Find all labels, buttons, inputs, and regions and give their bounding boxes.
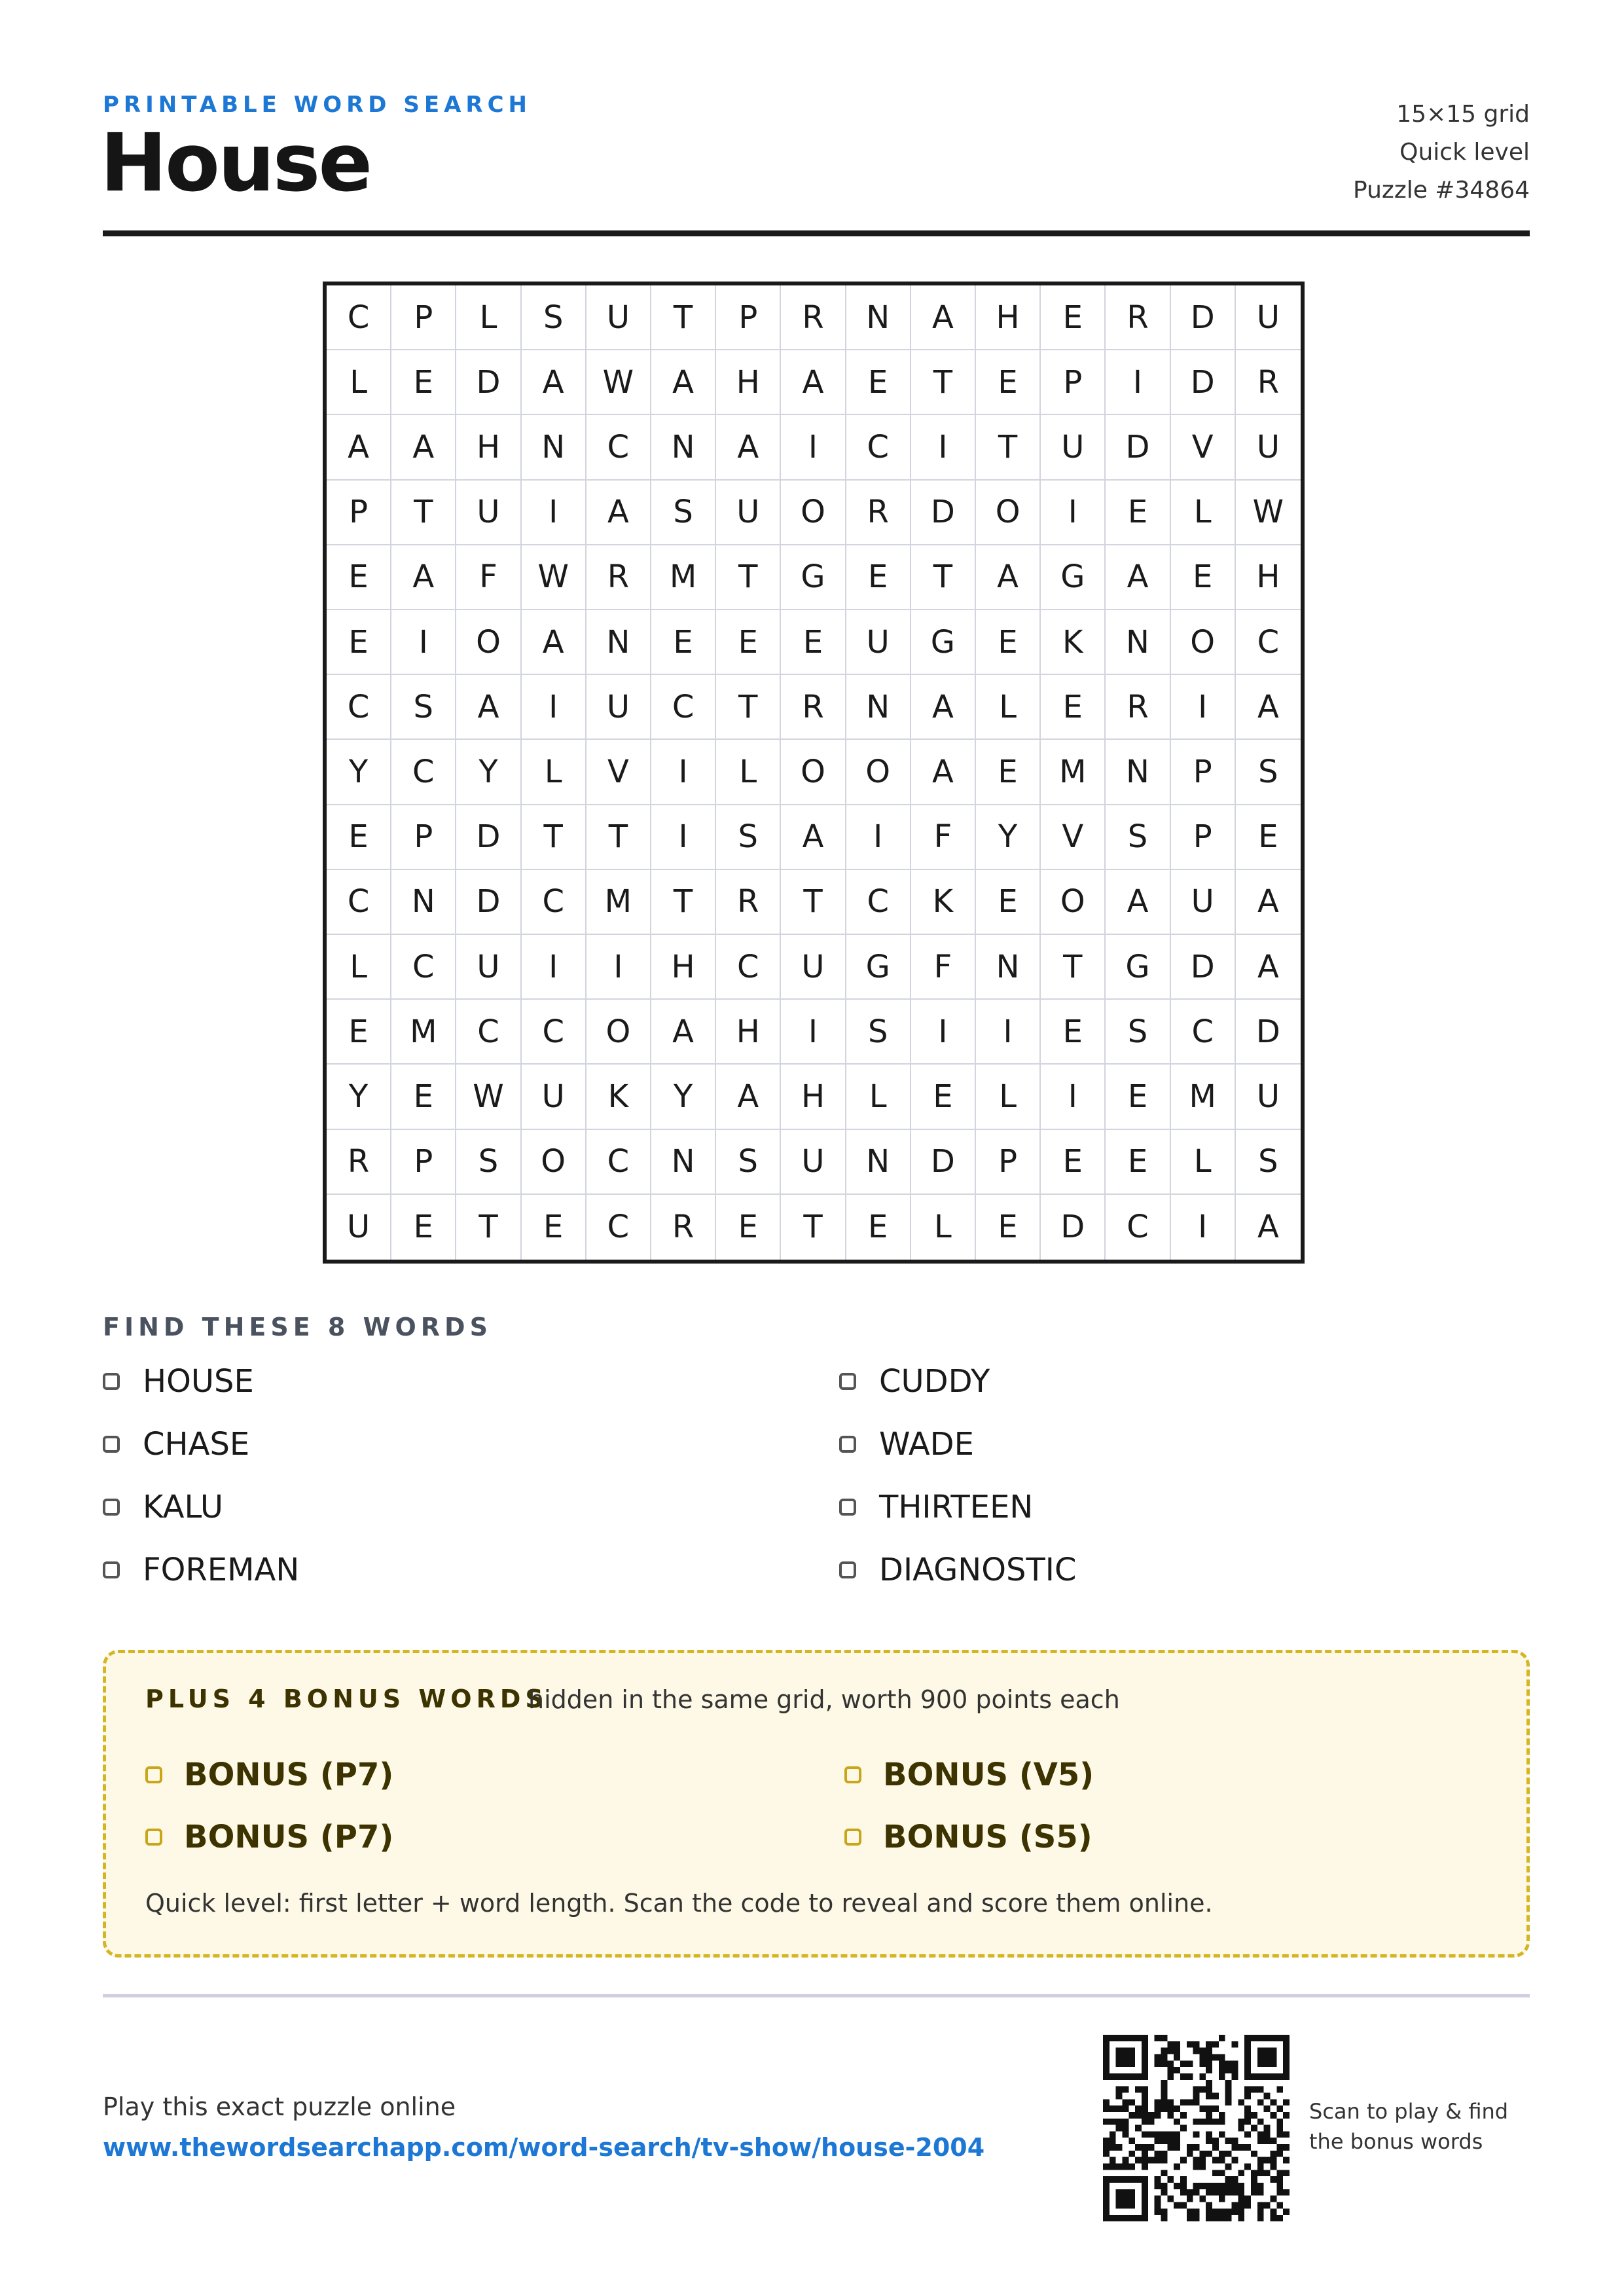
grid-cell[interactable]: A — [911, 675, 976, 740]
word-label: FOREMAN — [143, 1552, 300, 1588]
checkbox-icon[interactable] — [145, 1766, 162, 1783]
grid-cell[interactable]: F — [911, 805, 976, 870]
qr-caption-line-1: Scan to play & find — [1309, 2099, 1509, 2124]
grid-cell[interactable]: C — [456, 1000, 521, 1065]
grid-cell[interactable]: U — [522, 1065, 586, 1129]
difficulty-level: Quick level — [1399, 139, 1530, 166]
word-list-item[interactable] — [103, 1552, 299, 1588]
grid-cell[interactable]: R — [1236, 350, 1301, 415]
grid-cell[interactable]: P — [391, 285, 456, 350]
qr-caption — [1309, 2096, 1508, 2157]
grid-cell[interactable]: N — [1106, 610, 1170, 675]
grid-cell[interactable]: L — [976, 675, 1041, 740]
grid-cell[interactable]: I — [586, 935, 651, 1000]
grid-cell[interactable]: S — [716, 1130, 781, 1195]
puzzle-meta — [1353, 96, 1530, 210]
grid-cell[interactable]: E — [716, 1195, 781, 1260]
grid-cell[interactable]: S — [1236, 740, 1301, 805]
grid-cell[interactable]: A — [1106, 870, 1170, 935]
grid-cell[interactable]: A — [716, 1065, 781, 1129]
grid-cell[interactable]: D — [1171, 350, 1236, 415]
grid-cell[interactable]: M — [391, 1000, 456, 1065]
grid-cell[interactable]: H — [976, 285, 1041, 350]
grid-cell[interactable]: Y — [327, 1065, 391, 1129]
grid-cell[interactable]: D — [456, 805, 521, 870]
bonus-word-item[interactable] — [145, 1757, 393, 1793]
grid-cell[interactable]: U — [456, 481, 521, 545]
grid-cell[interactable]: P — [391, 1130, 456, 1195]
bonus-subheading: hidden in the same grid, worth 900 points each — [528, 1685, 1120, 1714]
grid-cell[interactable]: E — [976, 610, 1041, 675]
bonus-heading: PLUS 4 BONUS WORDS — [145, 1685, 548, 1713]
grid-cell[interactable]: T — [781, 870, 846, 935]
word-list-item[interactable] — [103, 1489, 223, 1525]
bonus-word-item[interactable] — [844, 1819, 1092, 1855]
word-label: KALU — [143, 1489, 223, 1525]
grid-cell[interactable]: L — [1171, 1130, 1236, 1195]
grid-cell[interactable]: D — [911, 1130, 976, 1195]
puzzle-url-link[interactable]: www.thewordsearchapp.com/word-search/tv-show/house-2004 — [103, 2133, 985, 2162]
grid-cell[interactable]: T — [911, 545, 976, 610]
grid-cell[interactable]: R — [716, 870, 781, 935]
grid-cell[interactable]: L — [716, 740, 781, 805]
puzzle-number: Puzzle #34864 — [1353, 177, 1530, 204]
grid-cell[interactable]: O — [1171, 610, 1236, 675]
grid-cell[interactable]: N — [1106, 740, 1170, 805]
grid-cell[interactable]: E — [327, 545, 391, 610]
grid-cell[interactable]: O — [1041, 870, 1106, 935]
grid-cell[interactable]: O — [781, 740, 846, 805]
grid-cell[interactable]: I — [1041, 481, 1106, 545]
grid-cell[interactable]: H — [716, 1000, 781, 1065]
grid-cell[interactable]: I — [651, 740, 716, 805]
grid-cell[interactable]: E — [1106, 481, 1170, 545]
grid-cell[interactable]: E — [846, 1195, 911, 1260]
grid-cell[interactable]: D — [1236, 1000, 1301, 1065]
grid-cell[interactable]: F — [456, 545, 521, 610]
grid-cell[interactable]: P — [1171, 740, 1236, 805]
grid-cell[interactable]: U — [586, 675, 651, 740]
qr-code-icon[interactable] — [1103, 2035, 1290, 2221]
grid-cell[interactable]: E — [651, 610, 716, 675]
grid-cell[interactable]: E — [1106, 1130, 1170, 1195]
grid-cell[interactable]: H — [456, 415, 521, 480]
grid-cell[interactable]: O — [456, 610, 521, 675]
grid-cell[interactable]: E — [846, 350, 911, 415]
checkbox-icon[interactable] — [103, 1373, 120, 1390]
grid-cell[interactable]: Y — [456, 740, 521, 805]
grid-cell[interactable]: U — [1171, 870, 1236, 935]
grid-cell[interactable]: E — [327, 1000, 391, 1065]
word-list-item[interactable] — [839, 1489, 1033, 1525]
grid-cell[interactable]: R — [327, 1130, 391, 1195]
grid-cell[interactable]: N — [846, 285, 911, 350]
grid-cell[interactable]: C — [1236, 610, 1301, 675]
grid-cell[interactable]: I — [781, 1000, 846, 1065]
grid-cell[interactable]: W — [586, 350, 651, 415]
grid-cell[interactable]: R — [586, 545, 651, 610]
grid-cell[interactable]: U — [1236, 415, 1301, 480]
grid-cell[interactable]: E — [1106, 1065, 1170, 1129]
grid-cell[interactable]: E — [391, 1195, 456, 1260]
grid-cell[interactable]: K — [1041, 610, 1106, 675]
grid-cell[interactable]: A — [651, 1000, 716, 1065]
grid-cell[interactable]: Y — [327, 740, 391, 805]
grid-cell[interactable]: P — [327, 481, 391, 545]
grid-cell[interactable]: I — [651, 805, 716, 870]
grid-cell[interactable]: K — [586, 1065, 651, 1129]
header-divider — [103, 230, 1530, 236]
page-kicker: PRINTABLE WORD SEARCH — [103, 92, 532, 118]
grid-cell[interactable]: T — [586, 805, 651, 870]
grid-cell[interactable]: N — [846, 675, 911, 740]
grid-cell[interactable]: A — [327, 415, 391, 480]
grid-cell[interactable]: P — [976, 1130, 1041, 1195]
grid-cell[interactable]: E — [327, 610, 391, 675]
grid-cell[interactable]: A — [781, 350, 846, 415]
grid-cell[interactable]: P — [1171, 805, 1236, 870]
grid-cell[interactable]: E — [1041, 1000, 1106, 1065]
grid-cell[interactable]: C — [586, 1195, 651, 1260]
grid-cell[interactable]: L — [327, 935, 391, 1000]
grid-cell[interactable]: D — [911, 481, 976, 545]
word-label: THIRTEEN — [879, 1489, 1034, 1525]
grid-cell[interactable]: D — [1171, 285, 1236, 350]
grid-cell[interactable]: M — [586, 870, 651, 935]
grid-cell[interactable]: L — [522, 740, 586, 805]
grid-cell[interactable]: I — [911, 415, 976, 480]
grid-cell[interactable]: T — [781, 1195, 846, 1260]
grid-cell[interactable]: W — [522, 545, 586, 610]
grid-cell[interactable]: Y — [976, 805, 1041, 870]
grid-cell[interactable]: R — [846, 481, 911, 545]
grid-cell[interactable]: E — [976, 870, 1041, 935]
grid-cell[interactable]: S — [846, 1000, 911, 1065]
grid-cell[interactable]: T — [716, 675, 781, 740]
grid-cell[interactable]: N — [651, 1130, 716, 1195]
grid-cell[interactable]: F — [911, 935, 976, 1000]
grid-cell[interactable]: T — [456, 1195, 521, 1260]
grid-cell[interactable]: C — [391, 740, 456, 805]
checkbox-icon[interactable] — [844, 1829, 861, 1846]
grid-cell[interactable]: U — [327, 1195, 391, 1260]
grid-cell[interactable]: E — [716, 610, 781, 675]
grid-cell[interactable]: C — [522, 1000, 586, 1065]
grid-cell[interactable]: G — [911, 610, 976, 675]
grid-cell[interactable]: A — [522, 610, 586, 675]
grid-cell[interactable]: I — [1171, 675, 1236, 740]
grid-cell[interactable]: E — [1041, 1130, 1106, 1195]
grid-cell[interactable]: W — [1236, 481, 1301, 545]
word-label: HOUSE — [143, 1363, 254, 1400]
grid-cell[interactable]: G — [781, 545, 846, 610]
grid-cell[interactable]: L — [456, 285, 521, 350]
grid-cell[interactable]: A — [1236, 675, 1301, 740]
grid-cell[interactable]: V — [1041, 805, 1106, 870]
grid-cell[interactable]: M — [651, 545, 716, 610]
grid-cell[interactable]: I — [1171, 1195, 1236, 1260]
grid-cell[interactable]: A — [911, 740, 976, 805]
grid-cell[interactable]: V — [586, 740, 651, 805]
word-label: DIAGNOSTIC — [879, 1552, 1077, 1588]
grid-cell[interactable]: S — [1106, 805, 1170, 870]
grid-cell[interactable]: T — [1041, 935, 1106, 1000]
footer-divider — [103, 1994, 1530, 1997]
grid-cell[interactable]: S — [522, 285, 586, 350]
play-online-label: Play this exact puzzle online — [103, 2092, 456, 2121]
grid-cell[interactable]: C — [846, 415, 911, 480]
grid-cell[interactable]: O — [781, 481, 846, 545]
grid-cell[interactable]: Y — [651, 1065, 716, 1129]
bonus-panel — [103, 1650, 1530, 1958]
grid-cell[interactable]: I — [1106, 350, 1170, 415]
grid-cell[interactable]: S — [651, 481, 716, 545]
grid-cell[interactable]: A — [716, 415, 781, 480]
grid-cell[interactable]: N — [586, 610, 651, 675]
word-list-item[interactable] — [839, 1552, 1076, 1588]
grid-cell[interactable]: I — [522, 935, 586, 1000]
grid-cell[interactable]: D — [1171, 935, 1236, 1000]
grid-cell[interactable]: S — [391, 675, 456, 740]
checkbox-icon[interactable] — [145, 1829, 162, 1846]
word-label: CUDDY — [879, 1363, 990, 1400]
grid-cell[interactable]: E — [1171, 545, 1236, 610]
grid-cell[interactable]: N — [651, 415, 716, 480]
grid-cell[interactable]: G — [846, 935, 911, 1000]
word-list-heading: FIND THESE 8 WORDS — [103, 1313, 492, 1341]
grid-cell[interactable]: C — [391, 935, 456, 1000]
bonus-word-label: BONUS (S5) — [883, 1819, 1092, 1855]
grid-cell[interactable]: R — [651, 1195, 716, 1260]
word-label: CHASE — [143, 1426, 250, 1463]
grid-cell[interactable]: L — [976, 1065, 1041, 1129]
grid-cell[interactable]: U — [1041, 415, 1106, 480]
grid-cell[interactable]: V — [1171, 415, 1236, 480]
grid-cell[interactable]: A — [911, 285, 976, 350]
checkbox-icon[interactable] — [103, 1561, 120, 1578]
grid-cell[interactable]: T — [911, 350, 976, 415]
grid-cell[interactable]: D — [456, 870, 521, 935]
grid-cell[interactable]: L — [846, 1065, 911, 1129]
grid-cell[interactable]: U — [781, 1130, 846, 1195]
grid-cell[interactable]: T — [651, 870, 716, 935]
grid-cell[interactable]: I — [976, 1000, 1041, 1065]
grid-cell[interactable]: N — [391, 870, 456, 935]
grid-cell[interactable]: E — [391, 1065, 456, 1129]
checkbox-icon[interactable] — [103, 1436, 120, 1453]
checkbox-icon[interactable] — [839, 1561, 856, 1578]
word-list-item[interactable] — [103, 1363, 254, 1400]
grid-cell[interactable]: G — [1041, 545, 1106, 610]
word-list-item[interactable] — [839, 1363, 990, 1400]
grid-cell[interactable]: M — [1041, 740, 1106, 805]
grid-cell[interactable]: U — [716, 481, 781, 545]
grid-cell[interactable]: E — [846, 545, 911, 610]
grid-cell[interactable]: U — [1236, 1065, 1301, 1129]
grid-cell[interactable]: R — [1106, 285, 1170, 350]
grid-cell[interactable]: A — [781, 805, 846, 870]
grid-cell[interactable]: A — [1257, 1209, 1279, 1246]
grid-cell[interactable]: C — [327, 675, 391, 740]
grid-cell[interactable]: H — [781, 1065, 846, 1129]
grid-cell[interactable]: C — [846, 870, 911, 935]
grid-cell[interactable]: I — [391, 610, 456, 675]
grid-cell[interactable]: P — [1041, 350, 1106, 415]
grid-cell[interactable]: T — [391, 481, 456, 545]
letter-grid[interactable] — [323, 282, 1305, 1264]
grid-size: 15×15 grid — [1396, 101, 1530, 128]
grid-cell[interactable]: E — [976, 1195, 1041, 1260]
grid-cell[interactable]: A — [976, 545, 1041, 610]
bonus-word-item[interactable] — [844, 1757, 1094, 1793]
grid-cell[interactable]: E — [781, 610, 846, 675]
grid-cell[interactable]: S — [1106, 1000, 1170, 1065]
grid-cell[interactable]: T — [651, 285, 716, 350]
grid-cell[interactable]: C — [651, 675, 716, 740]
word-list-item[interactable] — [103, 1426, 249, 1463]
grid-cell[interactable]: D — [456, 350, 521, 415]
page-title: House — [100, 117, 371, 210]
bonus-word-label: BONUS (P7) — [184, 1757, 394, 1793]
grid-cell[interactable]: E — [522, 1195, 586, 1260]
grid-cell[interactable]: E — [976, 350, 1041, 415]
bonus-word-label: BONUS (P7) — [184, 1819, 394, 1855]
grid-cell[interactable]: C — [327, 870, 391, 935]
grid-cell[interactable]: A — [651, 350, 716, 415]
grid-cell[interactable]: I — [1041, 1065, 1106, 1129]
checkbox-icon[interactable] — [839, 1436, 856, 1453]
grid-cell[interactable]: C — [327, 285, 391, 350]
grid-cell[interactable]: E — [976, 740, 1041, 805]
grid-cell[interactable]: E — [911, 1065, 976, 1129]
grid-cell[interactable]: C — [586, 1130, 651, 1195]
grid-cell[interactable]: U — [586, 285, 651, 350]
grid-cell[interactable]: A — [522, 350, 586, 415]
checkbox-icon[interactable] — [839, 1373, 856, 1390]
grid-cell[interactable]: R — [781, 285, 846, 350]
grid-cell[interactable]: I — [781, 415, 846, 480]
grid-cell[interactable]: T — [522, 805, 586, 870]
grid-cell[interactable]: U — [1236, 285, 1301, 350]
bonus-word-label: BONUS (V5) — [883, 1757, 1094, 1793]
bonus-word-item[interactable] — [145, 1819, 393, 1855]
grid-cell[interactable]: H — [716, 350, 781, 415]
grid-cell[interactable]: K — [911, 870, 976, 935]
checkbox-icon[interactable] — [839, 1499, 856, 1516]
grid-cell[interactable]: O — [846, 740, 911, 805]
grid-cell[interactable]: L — [911, 1195, 976, 1260]
grid-cell[interactable]: E — [1041, 285, 1106, 350]
grid-cell[interactable]: S — [1236, 1130, 1301, 1195]
checkbox-icon[interactable] — [103, 1499, 120, 1516]
word-list-item[interactable] — [839, 1426, 974, 1463]
grid-cell[interactable]: D — [1041, 1195, 1106, 1260]
grid-cell[interactable]: O — [522, 1130, 586, 1195]
grid-cell[interactable]: A — [1106, 545, 1170, 610]
grid-cell[interactable]: C — [716, 935, 781, 1000]
grid-cell[interactable]: A — [391, 545, 456, 610]
grid-cell[interactable]: A — [391, 415, 456, 480]
grid-cell[interactable]: I — [846, 805, 911, 870]
grid-cell[interactable]: U — [781, 935, 846, 1000]
grid-cell[interactable]: U — [456, 935, 521, 1000]
grid-cell[interactable]: P — [391, 805, 456, 870]
grid-cell[interactable]: C — [1106, 1195, 1170, 1260]
grid-cell[interactable]: C — [586, 415, 651, 480]
grid-cell[interactable]: R — [1106, 675, 1170, 740]
grid-cell[interactable]: N — [846, 1130, 911, 1195]
grid-cell[interactable]: H — [1236, 545, 1301, 610]
grid-cell[interactable]: H — [651, 935, 716, 1000]
grid-cell[interactable]: A — [586, 481, 651, 545]
grid-cell[interactable]: C — [522, 870, 586, 935]
grid-cell[interactable]: E — [1236, 805, 1301, 870]
grid-cell[interactable]: I — [522, 481, 586, 545]
bonus-note: Quick level: first letter + word length. Scan the code to reveal and score them online. — [145, 1889, 1213, 1918]
grid-cell[interactable]: M — [1171, 1065, 1236, 1129]
grid-cell[interactable]: S — [456, 1130, 521, 1195]
grid-cell[interactable]: N — [976, 935, 1041, 1000]
grid-cell[interactable]: R — [781, 675, 846, 740]
grid-cell[interactable]: O — [586, 1000, 651, 1065]
grid-cell[interactable]: L — [1171, 481, 1236, 545]
grid-cell[interactable]: W — [456, 1065, 521, 1129]
grid-cell[interactable]: A — [456, 675, 521, 740]
grid-cell[interactable]: L — [327, 350, 391, 415]
grid-cell[interactable]: U — [846, 610, 911, 675]
grid-cell[interactable]: G — [1106, 935, 1170, 1000]
grid-cell[interactable]: A — [1236, 935, 1301, 1000]
grid-cell[interactable]: E — [391, 350, 456, 415]
grid-cell[interactable]: I — [911, 1000, 976, 1065]
grid-cell[interactable]: E — [327, 805, 391, 870]
grid-cell[interactable]: E — [1041, 675, 1106, 740]
grid-cell[interactable]: D — [1106, 415, 1170, 480]
grid-cell[interactable]: T — [716, 545, 781, 610]
grid-cell[interactable]: O — [976, 481, 1041, 545]
grid-cell[interactable]: S — [716, 805, 781, 870]
qr-caption-line-2: the bonus words — [1309, 2129, 1483, 2154]
grid-cell[interactable]: A — [1236, 870, 1301, 935]
grid-cell[interactable]: T — [976, 415, 1041, 480]
grid-cell[interactable]: C — [1171, 1000, 1236, 1065]
grid-cell[interactable]: N — [522, 415, 586, 480]
grid-cell[interactable]: P — [716, 285, 781, 350]
word-label: WADE — [879, 1426, 974, 1463]
checkbox-icon[interactable] — [844, 1766, 861, 1783]
grid-cell[interactable]: I — [522, 675, 586, 740]
